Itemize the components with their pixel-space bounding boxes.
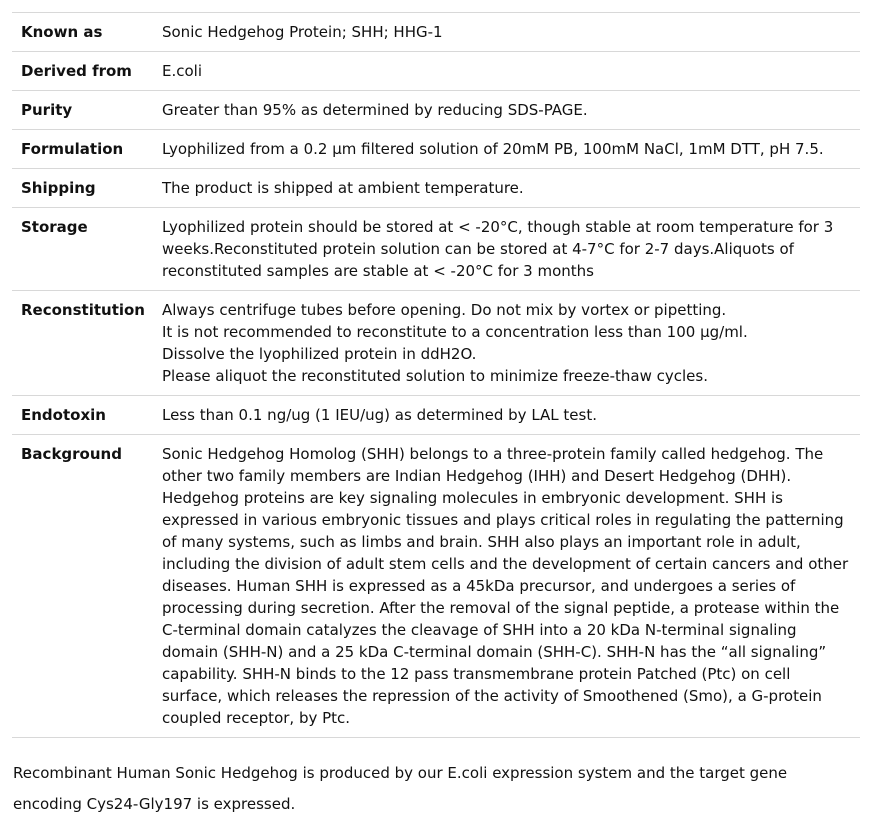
row-value: Sonic Hedgehog Protein; SHH; HHG-1: [153, 13, 860, 52]
reconstitution-line: Always centrifuge tubes before opening. Do not mix by vortex or pipetting.: [161, 301, 727, 319]
spec-row-known-as: [12, 13, 860, 52]
row-label: Formulation: [12, 130, 153, 169]
spec-row-derived-from: [12, 52, 860, 91]
row-label: Endotoxin: [12, 396, 153, 435]
spec-row-reconstitution: [12, 291, 860, 396]
product-description: Recombinant Human Sonic Hedgehog is produced by our E.coli expression system and the target gene encoding Cys24-Gly197 is expressed.: [13, 764, 788, 813]
reconstitution-line: It is not recommended to reconstitute to a concentration less than 100 μg/ml.: [161, 323, 748, 341]
row-label: Derived from: [12, 52, 153, 91]
row-value: Lyophilized from a 0.2 μm filtered solution of 20mM PB, 100mM NaCl, 1mM DTT, pH 7.5.: [153, 130, 860, 169]
spec-row-formulation: [12, 130, 860, 169]
row-value: The product is shipped at ambient temperature.: [153, 169, 860, 208]
row-value: [153, 291, 860, 396]
spec-row-purity: [12, 91, 860, 130]
row-label: Purity: [12, 91, 153, 130]
reconstitution-line: Dissolve the lyophilized protein in ddH2O.: [161, 345, 477, 363]
row-value: Less than 0.1 ng/ug (1 IEU/ug) as determined by LAL test.: [153, 396, 860, 435]
row-label: Shipping: [12, 169, 153, 208]
row-value: Sonic Hedgehog Homolog (SHH) belongs to a three-protein family called hedgehog. The other two family members are Indian Hedgehog (IHH) and Desert Hedgehog (DHH). Hedgehog proteins are key signaling molecules in embryonic development. SHH is expressed in various embryonic tissues and plays critical roles in regulating the patterning of many systems, such as limbs and brain. SHH also plays an important role in adult, including the division of adult stem cells and the development of certain cancers and other diseases. Human SHH is expressed as a 45kDa precursor, and undergoes a series of processing during secretion. After the removal of the signal peptide, a protease within the C-terminal domain catalyzes the cleavage of SHH into a 20 kDa N-terminal signaling domain (SHH-N) and a 25 kDa C-terminal domain (SHH-C). SHH-N has the “all signaling” capability. SHH-N binds to the 12 pass transmembrane protein Patched (Ptc) on cell surface, which releases the repression of the activity of Smoothened (Smo), a G-protein coupled receptor, by Ptc.: [153, 435, 860, 738]
row-value: Greater than 95% as determined by reducing SDS-PAGE.: [153, 91, 860, 130]
reconstitution-line: Please aliquot the reconstituted solution to minimize freeze-thaw cycles.: [161, 367, 708, 385]
row-label: Known as: [12, 13, 153, 52]
spec-row-endotoxin: [12, 396, 860, 435]
spec-row-shipping: [12, 169, 860, 208]
row-label: Reconstitution: [12, 291, 153, 396]
spec-table: [12, 12, 860, 738]
spec-row-storage: [12, 208, 860, 291]
spec-row-background: [12, 435, 860, 738]
row-label: Background: [12, 435, 153, 738]
row-value: E.coli: [153, 52, 860, 91]
row-value: Lyophilized protein should be stored at < -20°C, though stable at room temperature for 3 weeks.Reconstituted protein solution can be stored at 4-7°C for 2-7 days.Aliquots of reconstituted samples are stable at < -20°C for 3 months: [153, 208, 860, 291]
row-label: Storage: [12, 208, 153, 291]
